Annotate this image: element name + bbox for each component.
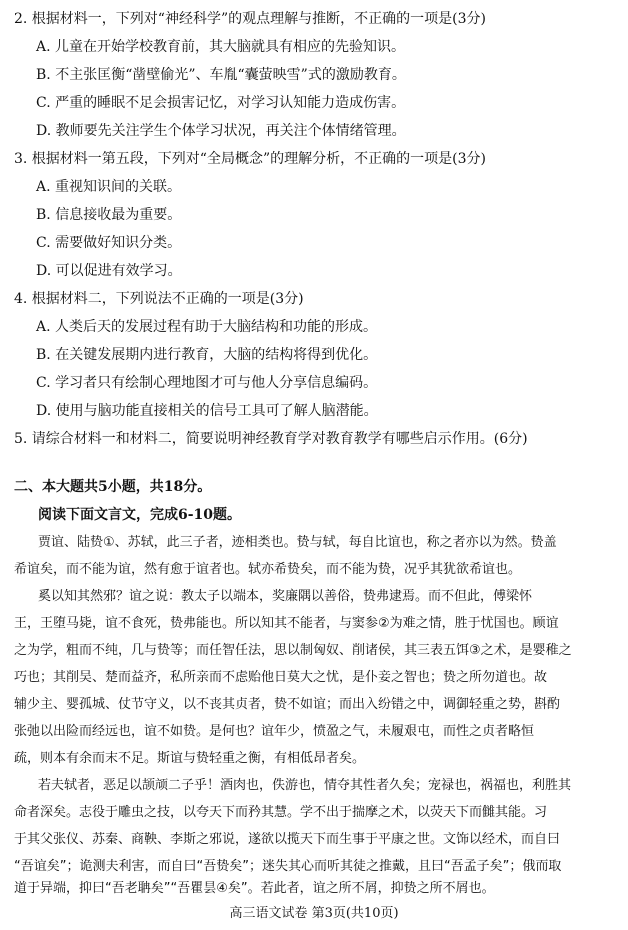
question-4-option-c: C. 学习者只有绘制心理地图才可与他人分享信息编码。 [36, 375, 378, 391]
question-2-option-b: B. 不主张匡衡“凿壁偷光”、车胤“囊萤映雪”式的激励教育。 [36, 67, 406, 83]
question-3-option-a: A. 重视知识间的关联。 [36, 179, 182, 195]
question-3-stem: 3. 根据材料一第五段，下列对“全局概念”的理解分析，不正确的一项是(3分) [14, 151, 486, 167]
question-4-option-b: B. 在关键发展期内进行教育，大脑的结构将得到优化。 [36, 347, 378, 363]
passage-line: 辅少主、婴孤城、仗节守义，以不丧其贞者，贽不如谊；而出入纷错之中，调御轻重之势，斟酌 [14, 697, 561, 712]
question-2-option-c: C. 严重的睡眠不足会损害记忆，对学习认知能力造成伤害。 [36, 95, 406, 111]
question-3-option-c: C. 需要做好知识分类。 [36, 235, 182, 251]
question-4-stem: 4. 根据材料二，下列说法不正确的一项是(3分) [14, 291, 304, 307]
question-2-option-d: D. 教师要先关注学生个体学习状况，再关注个体情绪管理。 [36, 123, 406, 139]
passage-line: 疏，则本有余而末不足。斯谊与贽轻重之衡，有相低昂者矣。 [14, 751, 366, 766]
passage-line: 于其父张仪、苏秦、商鞅、李斯之邪说，遂欲以揽天下而生事于平康之世。文饰以经术，而自曰 [14, 832, 561, 847]
page-footer: 高三语文试卷 第3页(共10页) [229, 906, 399, 921]
passage-line: 希谊矣，而不能为谊，然有愈于谊者也。轼亦希贽矣，而不能为贽，况乎其犹欲希谊也。 [14, 562, 522, 577]
question-4-option-a: A. 人类后天的发展过程有助于大脑结构和功能的形成。 [36, 319, 378, 335]
reading-instruction: 阅读下面文言文，完成6-10题。 [38, 507, 242, 523]
passage-line: 奚以知其然邪？谊之说：教太子以端本，奖廉隅以善俗，贽弗逮焉。而不但此，傅梁怀 [38, 589, 533, 604]
passage-line: 王，王堕马毙，谊不食死，贽弗能也。所以知其不能者，与窦参②为难之情，胜于忧国也。顾谊 [14, 616, 559, 631]
question-5-stem: 5. 请综合材料一和材料二，简要说明神经教育学对教育教学有哪些启示作用。(6分) [14, 431, 528, 447]
passage-line: 若夫轼者，恶足以颉颃二子乎！酒肉也，佚游也，情夺其性者久矣；宠禄也，祸福也，利胜其 [38, 778, 572, 793]
passage-line: 命者深矣。志役于雕虫之技，以夸天下而矜其慧。学不出于揣摩之术，以荧天下而雠其能。习 [14, 805, 548, 820]
question-2-stem: 2. 根据材料一，下列对“神经科学”的观点理解与推断，不正确的一项是(3分) [14, 11, 486, 27]
passage-line: 道于异端，抑曰“吾老聃矣”“吾瞿昙④矣”。若此者，谊之所不屑，抑贽之所不屑也。 [14, 881, 495, 896]
section-title: 二、本大题共5小题，共18分。 [14, 479, 212, 495]
question-3-option-d: D. 可以促进有效学习。 [36, 263, 182, 279]
passage-line: 巧也；其削吴、楚而益齐，私所亲而不虑贻他日莫大之忧，是仆妾之智也；贽之所勿道也。故 [14, 670, 548, 685]
question-2-option-a: A. 儿童在开始学校教育前，其大脑就具有相应的先验知识。 [36, 39, 406, 55]
question-4-option-d: D. 使用与脑功能直接相关的信号工具可了解人脑潜能。 [36, 403, 378, 419]
passage-line: 之为学，粗而不纯，几与贽等；而任智任法，思以制匈奴、削诸侯，其三表五饵③之术，是婴稚之 [14, 643, 572, 658]
passage-line: 张弛以出险而经远也，谊不如贽。是何也？谊年少，愤盈之气，未履艰屯，而性之贞者略恒 [14, 724, 535, 739]
passage-line: 贾谊、陆贽①、苏轼，此三子者，迹相类也。贽与轼，每自比谊也，称之者亦以为然。贽盖 [38, 535, 557, 550]
question-3-option-b: B. 信息接收最为重要。 [36, 207, 182, 223]
passage-line: “吾谊矣”；诡测夫利害，而自曰“吾贽矣”；迷失其心而听其徒之推戴，且曰“吾孟子矣”；俄而取 [14, 859, 562, 874]
